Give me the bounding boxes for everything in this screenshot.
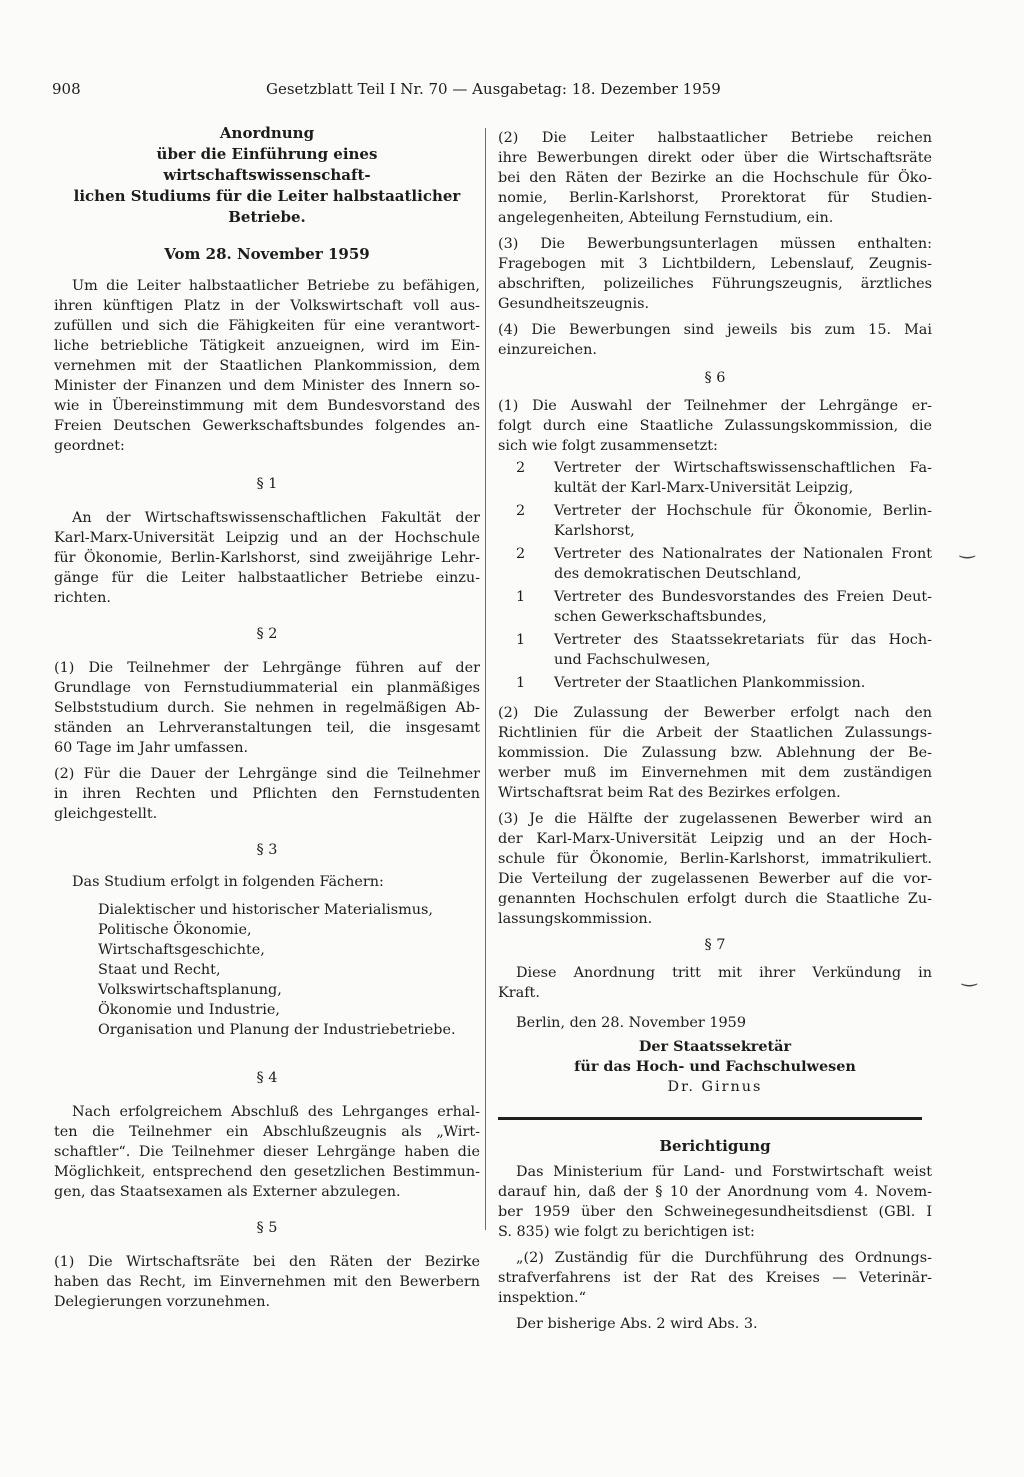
section-heading: § 5 <box>256 1220 278 1236</box>
correction-heading: Berichtigung <box>659 1137 771 1155</box>
text-line: Vertreter des Bundesvorstandes des Freien Deut- <box>554 589 932 605</box>
right-column <box>498 128 932 1334</box>
text-line: Vertreter der Hochschule für Ökonomie, Berlin- <box>554 503 932 519</box>
member-count: 2 <box>516 503 526 519</box>
section-3-intro: Das Studium erfolgt in folgenden Fächern: <box>72 874 384 890</box>
text-line: ten die Teilnehmer ein Abschlußzeugnis als „Wirt- <box>54 1124 480 1140</box>
text-line: für das Hoch- und Fachschulwesen <box>574 1058 856 1075</box>
correction-para-3: Der bisherige Abs. 2 wird Abs. 3. <box>516 1316 758 1332</box>
text-line: folgt durch eine Staatliche Zulassungskommission, die <box>498 418 932 434</box>
member-count: 2 <box>516 460 526 476</box>
commission-members <box>498 458 932 693</box>
text-line: (3) Die Bewerbungsunterlagen müssen enthalten: <box>498 236 932 252</box>
text-line: Nach erfolgreichem Abschluß des Lehrganges erhal- <box>72 1104 480 1120</box>
text-line: An der Wirtschaftswissenschaftlichen Fakultät der <box>72 510 480 526</box>
section-rule <box>498 1117 922 1120</box>
text-line: gleichgestellt. <box>54 806 158 822</box>
text-line: Freien Deutschen Gewerkschaftsbundes folgendes an- <box>54 418 480 434</box>
text-line: Vertreter der Staatlichen Plankommission. <box>554 675 866 691</box>
text-line: des demokratischen Deutschland, <box>554 566 802 582</box>
text-line: (3) Je die Hälfte der zugelassenen Bewerber wird an <box>498 811 932 827</box>
list-item: Staat und Recht, <box>98 962 221 978</box>
title-line: Betriebe. <box>228 208 306 226</box>
list-item: Dialektischer und historischer Materialismus, <box>98 902 433 918</box>
signer-title <box>498 1037 932 1077</box>
text-line: Karl-Marx-Universität Leipzig und an der Hochschule <box>54 530 480 546</box>
title-line: lichen Studiums für die Leiter halbstaatlicher <box>73 187 461 205</box>
section-2-para-1 <box>54 658 480 758</box>
signer-name: Dr. Girnus <box>667 1079 763 1095</box>
text-line: Vertreter der Wirtschaftswissenschaftlichen Fa- <box>554 460 932 476</box>
ordinance-title <box>54 123 480 228</box>
text-line: und Fachschulwesen, <box>554 652 711 668</box>
correction-para-2 <box>498 1248 932 1308</box>
text-line: für Ökonomie, Berlin-Karlshorst, sind zweijährige Lehr- <box>54 550 480 566</box>
list-item <box>498 501 932 541</box>
text-line: lassungskommission. <box>498 911 653 927</box>
section-6-para-3 <box>498 809 932 929</box>
list-item: Politische Ökonomie, <box>98 922 252 938</box>
text-line: ber 1959 über den Schweinegesundheitsdienst (GBl. I <box>498 1204 932 1220</box>
text-line: schaftler“. Die Teilnehmer dieser Lehrgänge haben die <box>54 1144 480 1160</box>
section-heading: § 7 <box>704 937 726 953</box>
list-item <box>498 673 932 693</box>
ordinance-date: Vom 28. November 1959 <box>164 245 370 263</box>
text-line: 60 Tage im Jahr umfassen. <box>54 740 249 756</box>
text-line: vernehmen mit der Staatlichen Plankommission, dem <box>54 358 480 374</box>
text-line: „(2) Zuständig für die Durchführung des Ordnungs- <box>516 1250 932 1266</box>
text-line: gen, das Staatsexamen als Externer abzulegen. <box>54 1184 401 1200</box>
text-line: Karlshorst, <box>554 523 635 539</box>
text-line: schule für Ökonomie, Berlin-Karlshorst, immatrikuliert. <box>498 851 932 867</box>
text-line: Um die Leiter halbstaatlicher Betriebe zu befähigen, <box>72 278 480 294</box>
section-6-para-1 <box>498 396 932 456</box>
text-line: liche betriebliche Tätigkeit anzueignen, wird im Ein- <box>54 338 480 354</box>
text-line: Delegierungen vorzunehmen. <box>54 1294 271 1310</box>
text-line: (2) Die Zulassung der Bewerber erfolgt nach den <box>498 705 932 721</box>
text-line: (4) Die Bewerbungen sind jeweils bis zum 15. Mai <box>498 322 932 338</box>
left-column <box>54 120 480 1312</box>
section-5-para-1 <box>54 1252 480 1312</box>
member-count: 1 <box>516 632 526 648</box>
text-line: richten. <box>54 590 111 606</box>
text-line: Vertreter des Staatssekretariats für das Hoch- <box>554 632 932 648</box>
section-heading: § 4 <box>256 1070 278 1086</box>
text-line: Grundlage von Fernstudiummaterial ein planmäßiges <box>54 680 480 696</box>
running-title: Gesetzblatt Teil I Nr. 70 — Ausgabetag: 18. Dezember 1959 <box>266 80 721 98</box>
text-line: genannten Hochschulen erfolgt durch die Staatliche Zu- <box>498 891 932 907</box>
text-line: (1) Die Teilnehmer der Lehrgänge führen auf der <box>54 660 480 676</box>
list-item: Wirtschaftsgeschichte, <box>98 942 265 958</box>
text-line: Gesundheitszeugnis. <box>498 296 650 312</box>
text-line: darauf hin, daß der § 10 der Anordnung vom 4. Novem- <box>498 1184 932 1200</box>
text-line: Die Verteilung der zugelassenen Bewerber auf die vor- <box>498 871 932 887</box>
text-line: S. 835) wie folgt zu berichtigen ist: <box>498 1224 755 1240</box>
margin-mark: ‿ <box>962 966 977 987</box>
text-line: abschriften, polizeiliches Führungszeugnis, ärztliches <box>498 276 932 292</box>
text-line: Vertreter des Nationalrates der Nationalen Front <box>554 546 932 562</box>
subject-list <box>54 900 480 1040</box>
section-heading: § 6 <box>704 370 726 386</box>
page-header <box>52 80 772 104</box>
margin-mark: ‿ <box>960 538 975 559</box>
list-item: Ökonomie und Industrie, <box>98 1002 280 1018</box>
text-line: (2) Die Leiter halbstaatlicher Betriebe reichen <box>498 130 932 146</box>
section-heading: § 2 <box>256 626 278 642</box>
text-line: geordnet: <box>54 438 125 454</box>
text-line: (1) Die Auswahl der Teilnehmer der Lehrgänge er- <box>498 398 932 414</box>
text-line: ständen an Lehrveranstaltungen teil, die insgesamt <box>54 720 480 736</box>
text-line: Kraft. <box>498 985 540 1001</box>
text-line: in ihren Rechten und Pflichten den Fernstudenten <box>54 786 480 802</box>
member-count: 1 <box>516 589 526 605</box>
text-line: haben das Recht, im Einvernehmen mit den Bewerbern <box>54 1274 480 1290</box>
section-5-para-3 <box>498 234 932 314</box>
text-line: sich wie folgt zusammensetzt: <box>498 438 718 454</box>
text-line: werber muß im Einvernehmen mit dem zuständigen <box>498 765 932 781</box>
list-item <box>498 630 932 670</box>
section-6-para-2 <box>498 703 932 803</box>
text-line: Minister der Finanzen und dem Minister des Innern so- <box>54 378 480 394</box>
title-line: über die Einführung eines wirtschaftswissenschaft- <box>156 145 378 184</box>
section-1-text <box>54 508 480 608</box>
text-line: (1) Die Wirtschaftsräte bei den Räten der Bezirke <box>54 1254 480 1270</box>
section-4-text <box>54 1102 480 1202</box>
preamble <box>54 276 480 456</box>
text-line: kommission. Die Zulassung bzw. Ablehnung der Be- <box>498 745 932 761</box>
text-line: (2) Für die Dauer der Lehrgänge sind die Teilnehmer <box>54 766 480 782</box>
list-item <box>498 544 932 584</box>
text-line: ihre Bewerbungen direkt oder über die Wirtschaftsräte <box>498 150 932 166</box>
text-line: Richtlinien für die Arbeit der Staatlichen Zulassungs- <box>498 725 932 741</box>
text-line: Der Staatssekretär <box>638 1038 792 1055</box>
list-item: Organisation und Planung der Industriebetriebe. <box>98 1022 456 1038</box>
text-line: inspektion.“ <box>498 1290 586 1306</box>
list-item <box>498 458 932 498</box>
list-item <box>498 587 932 627</box>
place-and-date: Berlin, den 28. November 1959 <box>516 1015 746 1031</box>
text-line: Diese Anordnung tritt mit ihrer Verkündung in <box>516 965 932 981</box>
list-item: Volkswirtschaftsplanung, <box>98 982 282 998</box>
member-count: 2 <box>516 546 526 562</box>
member-count: 1 <box>516 675 526 691</box>
text-line: Das Ministerium für Land- und Forstwirtschaft weist <box>516 1164 932 1180</box>
text-line: zufüllen und sich die Fähigkeiten für eine verantwort- <box>54 318 480 334</box>
text-line: ihren künftigen Platz in der Volkswirtschaft voll aus- <box>54 298 480 314</box>
text-line: gänge für die Leiter halbstaatlicher Betriebe einzu- <box>54 570 480 586</box>
section-heading: § 3 <box>256 842 278 858</box>
text-line: strafverfahrens ist der Rat des Kreises — Veterinär- <box>498 1270 932 1286</box>
section-5-para-4 <box>498 320 932 360</box>
correction-para-1 <box>498 1162 932 1242</box>
text-line: wie in Übereinstimmung mit dem Bundesvorstand des <box>54 398 480 414</box>
section-5-para-2 <box>498 128 932 228</box>
section-2-para-2 <box>54 764 480 824</box>
text-line: kultät der Karl-Marx-Universität Leipzig, <box>554 480 854 496</box>
text-line: Fragebogen mit 3 Lichtbildern, Lebenslauf, Zeugnis- <box>498 256 932 272</box>
text-line: Selbststudium durch. Sie nehmen in regelmäßigen Ab- <box>54 700 480 716</box>
text-line: schen Gewerkschaftsbundes, <box>554 609 767 625</box>
text-line: bei den Räten der Bezirke an die Hochschule für Öko- <box>498 170 932 186</box>
text-line: der Karl-Marx-Universität Leipzig und an der Hoch- <box>498 831 932 847</box>
section-7-text <box>498 963 932 1003</box>
section-heading: § 1 <box>256 476 278 492</box>
text-line: angelegenheiten, Abteilung Fernstudium, ein. <box>498 210 834 226</box>
page-number: 908 <box>52 80 81 98</box>
text-line: einzureichen. <box>498 342 597 358</box>
text-line: Möglichkeit, entsprechend den gesetzlichen Bestimmun- <box>54 1164 480 1180</box>
column-divider <box>485 128 486 1230</box>
title-line: Anordnung <box>219 124 315 142</box>
text-line: nomie, Berlin-Karlshorst, Prorektorat für Studien- <box>498 190 932 206</box>
text-line: Wirtschaftsrat beim Rat des Bezirkes erfolgen. <box>498 785 841 801</box>
